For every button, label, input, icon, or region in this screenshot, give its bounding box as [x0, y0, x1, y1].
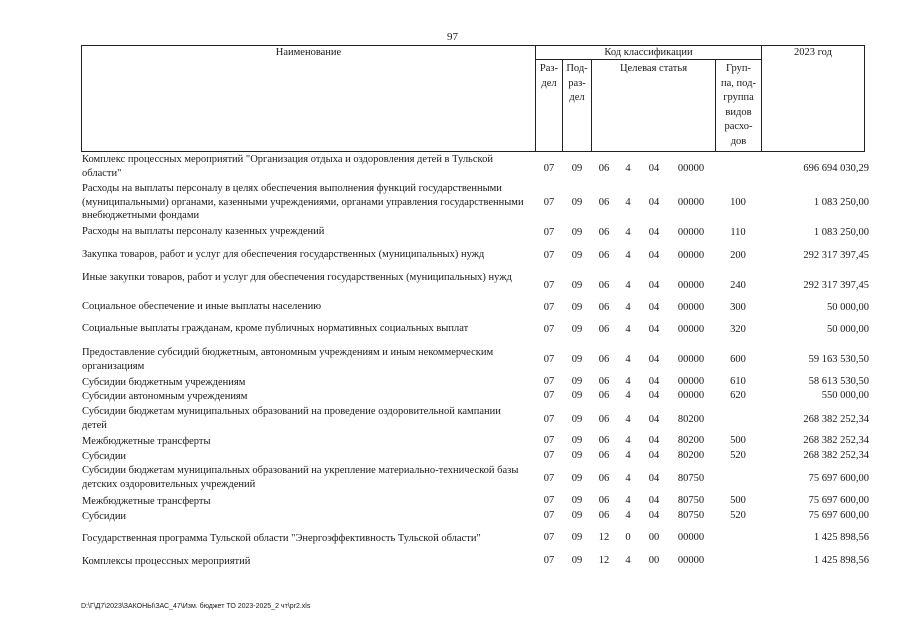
page-number: 97 — [447, 31, 458, 43]
row-code-t4: 80200 — [677, 435, 705, 446]
table-row — [0, 532, 905, 546]
row-code-t1: 06 — [598, 354, 610, 365]
row-code-r: 07 — [543, 376, 555, 387]
row-code-t4: 00000 — [677, 227, 705, 238]
row-code-t1: 06 — [598, 510, 610, 521]
row-amount: 292 317 397,45 — [803, 280, 869, 291]
table-row — [0, 322, 905, 339]
file-path-footer: D:\Г\Д7\2023\ЗАКОНЫ\ЗАС_47\Изм. бюджет ТО 2023-2025_2 чт\pr2.xls — [81, 603, 311, 610]
row-code-t3: 04 — [648, 354, 660, 365]
row-code-t4: 80750 — [677, 510, 705, 521]
row-code-t3: 00 — [648, 555, 660, 566]
row-code-r: 07 — [543, 532, 555, 543]
row-code-p: 09 — [571, 227, 583, 238]
row-code-t2: 0 — [625, 532, 631, 543]
row-amount: 1 425 898,56 — [813, 555, 869, 566]
row-code-t1: 12 — [598, 532, 610, 543]
row-amount: 58 613 530,50 — [808, 376, 869, 387]
row-code-g: 320 — [730, 324, 746, 335]
row-code-r: 07 — [543, 450, 555, 461]
table-header — [81, 45, 865, 152]
row-amount: 268 382 252,34 — [803, 450, 869, 461]
row-amount: 75 697 600,00 — [808, 510, 869, 521]
row-code-r: 07 — [543, 302, 555, 313]
row-name: Комплекс процессных мероприятий "Организация отдыха и оздоровления детей в Тульской области" — [82, 154, 493, 179]
row-amount: 1 083 250,00 — [813, 197, 869, 208]
row-code-t2: 4 — [625, 354, 631, 365]
row-code-t1: 06 — [598, 227, 610, 238]
row-name: Социальные выплаты гражданам, кроме публичных нормативных социальных выплат — [82, 323, 469, 334]
row-amount: 268 382 252,34 — [803, 435, 869, 446]
header-razdel: Раз- дел — [539, 63, 559, 89]
row-code-t2: 4 — [625, 250, 631, 261]
row-name: Межбюджетные трансферты — [82, 496, 211, 507]
row-code-r: 07 — [543, 390, 555, 401]
row-code-t3: 04 — [648, 302, 660, 313]
header-code: Код классификации — [604, 47, 693, 58]
row-code-t4: 80750 — [677, 495, 705, 506]
row-code-r: 07 — [543, 197, 555, 208]
row-code-p: 09 — [571, 450, 583, 461]
row-code-p: 09 — [571, 532, 583, 543]
row-code-p: 09 — [571, 414, 583, 425]
row-code-t2: 4 — [625, 510, 631, 521]
row-code-g: 610 — [730, 376, 746, 387]
row-code-p: 09 — [571, 324, 583, 335]
row-amount: 75 697 600,00 — [808, 473, 869, 484]
table-row — [0, 390, 905, 404]
table-row — [0, 153, 905, 181]
row-code-g: 100 — [730, 197, 746, 208]
row-code-g: 240 — [730, 280, 746, 291]
row-code-t4: 80200 — [677, 450, 705, 461]
row-code-t4: 00000 — [677, 376, 705, 387]
row-code-t3: 04 — [648, 376, 660, 387]
row-code-p: 09 — [571, 390, 583, 401]
row-code-t1: 06 — [598, 435, 610, 446]
row-code-t2: 4 — [625, 197, 631, 208]
row-code-t2: 4 — [625, 473, 631, 484]
row-code-t1: 06 — [598, 495, 610, 506]
header-group: Груп- па, под- группа видов расхо- дов — [721, 63, 756, 147]
row-code-t4: 00000 — [677, 302, 705, 313]
table-row — [0, 450, 905, 464]
row-code-t4: 00000 — [677, 250, 705, 261]
row-code-t1: 06 — [598, 250, 610, 261]
header-target: Целевая статья — [619, 63, 688, 74]
row-code-t3: 04 — [648, 197, 660, 208]
table-row — [0, 346, 905, 374]
row-code-p: 09 — [571, 354, 583, 365]
row-name: Субсидии бюджетным учреждениям — [82, 377, 246, 388]
row-amount: 59 163 530,50 — [808, 354, 869, 365]
row-code-t2: 4 — [625, 450, 631, 461]
row-code-t4: 00000 — [677, 197, 705, 208]
row-name: Расходы на выплаты персоналу казенных учреждений — [82, 226, 325, 237]
row-code-t4: 00000 — [677, 280, 705, 291]
row-code-r: 07 — [543, 280, 555, 291]
row-code-t3: 04 — [648, 473, 660, 484]
row-name: Субсидии — [82, 511, 127, 522]
table-row — [0, 405, 905, 433]
row-amount: 292 317 397,45 — [803, 250, 869, 261]
row-name: Расходы на выплаты персоналу в целях обеспечения выполнения функций государственными (муниципальными) органами, казенными учреждениями, органами управления государственными внебюджетными фондами — [82, 183, 524, 221]
row-amount: 75 697 600,00 — [808, 495, 869, 506]
row-code-p: 09 — [571, 495, 583, 506]
row-code-r: 07 — [543, 324, 555, 335]
row-code-p: 09 — [571, 510, 583, 521]
row-code-g: 200 — [730, 250, 746, 261]
row-name: Субсидии бюджетам муниципальных образований на укрепление материально-технической базы детских оздоровительных учреждений — [82, 465, 519, 490]
row-code-t3: 00 — [648, 532, 660, 543]
row-code-t1: 06 — [598, 163, 610, 174]
row-code-t2: 4 — [625, 324, 631, 335]
row-code-t1: 06 — [598, 376, 610, 387]
row-code-p: 09 — [571, 435, 583, 446]
header-name: Наименование — [275, 47, 342, 58]
table-row — [0, 225, 905, 242]
row-code-g: 300 — [730, 302, 746, 313]
table-row — [0, 435, 905, 449]
row-code-t1: 06 — [598, 302, 610, 313]
row-name: Государственная программа Тульской области "Энергоэффективность Тульской области" — [82, 533, 481, 544]
row-name: Субсидии автономным учреждениям — [82, 391, 248, 402]
row-code-t2: 4 — [625, 435, 631, 446]
row-code-r: 07 — [543, 250, 555, 261]
row-code-t1: 06 — [598, 450, 610, 461]
row-code-p: 09 — [571, 280, 583, 291]
row-code-t1: 06 — [598, 473, 610, 484]
row-code-t3: 04 — [648, 450, 660, 461]
row-code-t4: 00000 — [677, 324, 705, 335]
row-name: Субсидии бюджетам муниципальных образований на проведение оздоровительной кампании детей — [82, 406, 501, 431]
row-code-t1: 12 — [598, 555, 610, 566]
row-code-t4: 00000 — [677, 163, 705, 174]
row-code-t4: 80200 — [677, 414, 705, 425]
row-code-t2: 4 — [625, 414, 631, 425]
row-amount: 1 083 250,00 — [813, 227, 869, 238]
row-code-p: 09 — [571, 197, 583, 208]
table-row — [0, 182, 905, 224]
row-code-t1: 06 — [598, 414, 610, 425]
row-name: Предоставление субсидий бюджетным, автономным учреждениям и иным некоммерческим организациям — [82, 347, 494, 372]
row-code-t4: 80750 — [677, 473, 705, 484]
row-name: Межбюджетные трансферты — [82, 436, 211, 447]
table-row — [0, 510, 905, 524]
row-code-t3: 04 — [648, 250, 660, 261]
row-code-t3: 04 — [648, 227, 660, 238]
row-code-r: 07 — [543, 354, 555, 365]
table-row — [0, 555, 905, 569]
header-year: 2023 год — [794, 47, 832, 58]
row-code-g: 500 — [730, 435, 746, 446]
table-row — [0, 248, 905, 265]
row-code-g: 500 — [730, 495, 746, 506]
table-row — [0, 495, 905, 509]
row-code-t3: 04 — [648, 435, 660, 446]
row-name: Субсидии — [82, 451, 127, 462]
row-amount: 696 694 030,29 — [803, 163, 869, 174]
row-code-r: 07 — [543, 495, 555, 506]
row-code-g: 620 — [730, 390, 746, 401]
table-row — [0, 300, 905, 317]
row-code-p: 09 — [571, 473, 583, 484]
row-amount: 50 000,00 — [827, 324, 869, 335]
row-code-r: 07 — [543, 414, 555, 425]
row-amount: 268 382 252,34 — [803, 414, 869, 425]
row-code-t3: 04 — [648, 390, 660, 401]
row-name: Комплексы процессных мероприятий — [82, 556, 251, 567]
row-code-g: 600 — [730, 354, 746, 365]
row-code-r: 07 — [543, 510, 555, 521]
row-code-t1: 06 — [598, 197, 610, 208]
table-row — [0, 464, 905, 492]
row-code-t4: 00000 — [677, 390, 705, 401]
row-code-t2: 4 — [625, 302, 631, 313]
row-code-t3: 04 — [648, 163, 660, 174]
row-code-t4: 00000 — [677, 555, 705, 566]
row-amount: 550 000,00 — [821, 390, 869, 401]
header-podrazdel: Под- раз- дел — [566, 63, 588, 103]
row-code-t2: 4 — [625, 555, 631, 566]
row-code-r: 07 — [543, 473, 555, 484]
row-code-p: 09 — [571, 250, 583, 261]
row-code-p: 09 — [571, 302, 583, 313]
row-amount: 50 000,00 — [827, 302, 869, 313]
row-code-t2: 4 — [625, 227, 631, 238]
row-code-t2: 4 — [625, 390, 631, 401]
row-code-t1: 06 — [598, 390, 610, 401]
row-amount: 1 425 898,56 — [813, 532, 869, 543]
row-code-g: 520 — [730, 510, 746, 521]
row-code-t3: 04 — [648, 414, 660, 425]
table-row — [0, 271, 905, 299]
row-name: Иные закупки товаров, работ и услуг для обеспечения государственных (муниципальных) нужд — [82, 272, 512, 283]
row-code-g: 110 — [730, 227, 746, 238]
table-row — [0, 376, 905, 390]
row-code-t4: 00000 — [677, 354, 705, 365]
row-code-t3: 04 — [648, 280, 660, 291]
row-code-p: 09 — [571, 376, 583, 387]
row-code-r: 07 — [543, 435, 555, 446]
row-code-t1: 06 — [598, 324, 610, 335]
row-code-t2: 4 — [625, 163, 631, 174]
row-code-t3: 04 — [648, 324, 660, 335]
row-name: Закупка товаров, работ и услуг для обеспечения государственных (муниципальных) нужд — [82, 249, 485, 260]
row-code-p: 09 — [571, 555, 583, 566]
row-code-g: 520 — [730, 450, 746, 461]
row-code-r: 07 — [543, 227, 555, 238]
row-code-r: 07 — [543, 555, 555, 566]
row-code-t2: 4 — [625, 280, 631, 291]
row-code-t3: 04 — [648, 495, 660, 506]
row-code-t3: 04 — [648, 510, 660, 521]
row-code-t2: 4 — [625, 376, 631, 387]
row-code-t2: 4 — [625, 495, 631, 506]
row-code-p: 09 — [571, 163, 583, 174]
row-code-t4: 00000 — [677, 532, 705, 543]
row-name: Социальное обеспечение и иные выплаты населению — [82, 301, 322, 312]
row-code-r: 07 — [543, 163, 555, 174]
row-code-t1: 06 — [598, 280, 610, 291]
